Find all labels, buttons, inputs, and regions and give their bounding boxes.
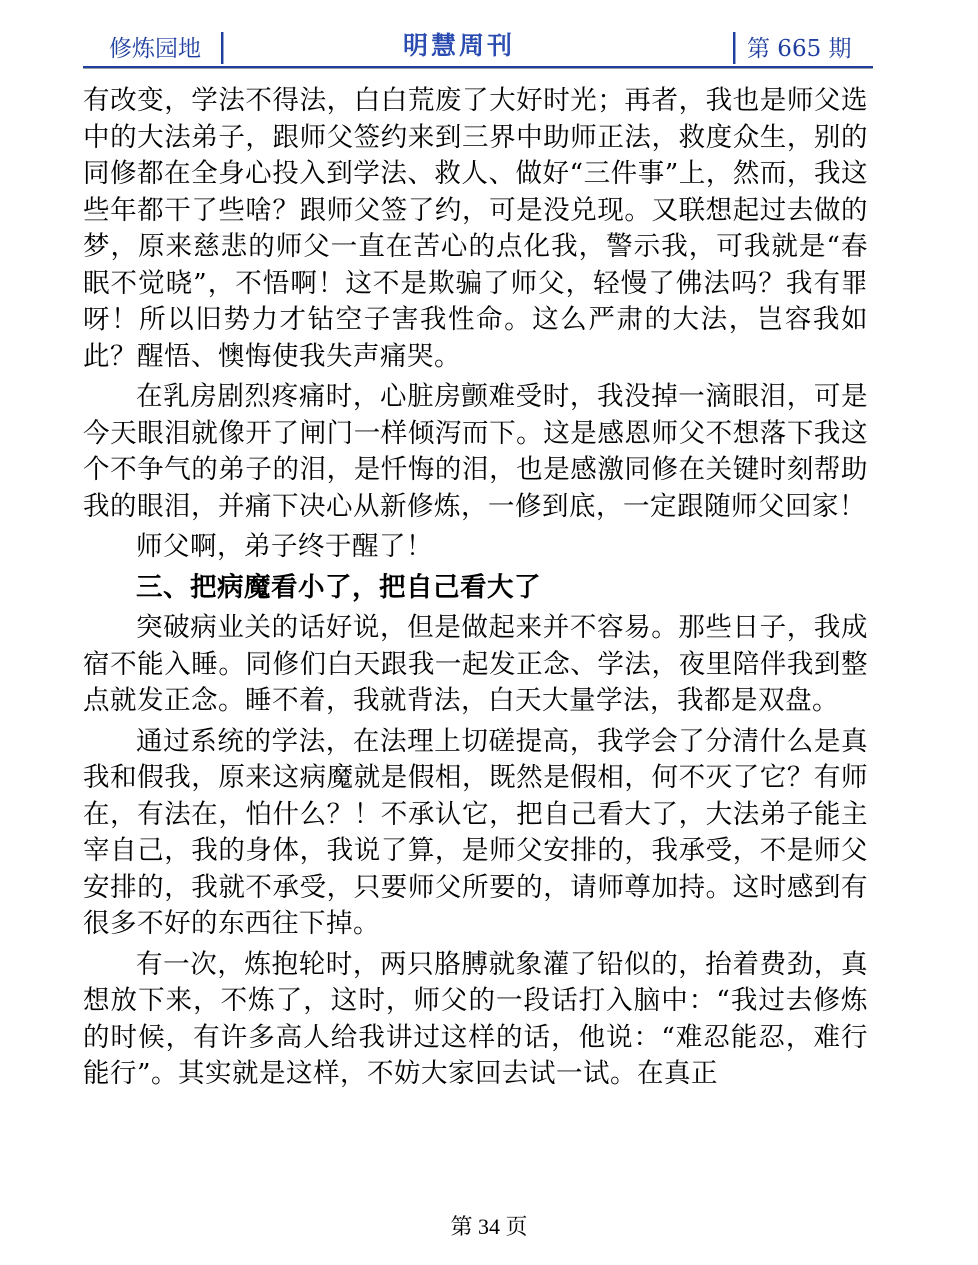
article-body [83,83,868,1097]
issue-number: 第 665 期 [747,36,852,62]
page-number: 第 34 页 [450,1214,528,1239]
paragraph: 通过系统的学法，在法理上切磋提高，我学会了分清什么是真我和假我，原来这病魔就是假相，既然是假相，何不灭了它？有师在，有法在，怕什么？！不承认它，把自己看大了，大法弟子能主宰自己，我的身体，我说了算，是师父安排的，我承受，不是师父安排的，我就不承受，只要师父所要的，请师尊加持。这时感到有很多不好的东西往下掉。 [83,725,868,939]
paragraph: 有一次，炼抱轮时，两只胳膊就象灌了铅似的，抬着费劲，真想放下来，不炼了，这时，师父的一段话打入脑中：“我过去修炼的时候，有许多高人给我讲过这样的话，他说：“难忍能忍，难行能行”。其实就是这样，不妨大家回去试一试。在真正 [83,948,868,1089]
publication-title: 明慧周刊 [403,31,516,60]
paragraph: 有改变，学法不得法，白白荒废了大好时光；再者，我也是师父选中的大法弟子，跟师父签约来到三界中助师正法，救度众生，别的同修都在全身心投入到学法、救人、做好“三件事”上，然而，我这些年都干了些啥？跟师父签了约，可是没兑现。又联想起过去做的梦，原来慈悲的师父一直在苦心的点化我，警示我，可我就是“春眠不觉晓”，不悟啊！这不是欺骗了师父，轻慢了佛法吗？我有罪呀！所以旧势力才钻空子害我性命。这么严肃的大法，岂容我如此？醒悟、懊悔使我失声痛哭。 [83,85,868,372]
page-header [83,24,873,66]
section-heading: 三、把病魔看小了，把自己看大了 [136,571,541,603]
section-name: 修炼园地 [109,36,201,62]
paragraph: 师父啊，弟子终于醒了！ [136,531,433,562]
header-divider [221,32,224,64]
paragraph: 在乳房剧烈疼痛时，心脏房颤难受时，我没掉一滴眼泪，可是今天眼泪就像开了闸门一样倾泻而下。这是感恩师父不想落下我这个不争气的弟子的泪，是忏悔的泪，也是感激同修在关键时刻帮助我的眼泪，并痛下决心从新修炼，一修到底，一定跟随师父回家！ [83,381,868,522]
header-divider [733,32,736,64]
header-rule [83,66,873,69]
paragraph: 突破病业关的话好说，但是做起来并不容易。那些日子，我成宿不能入睡。同修们白天跟我一起发正念、学法，夜里陪伴我到整点就发正念。睡不着，我就背法，白天大量学法，我都是双盘。 [83,612,868,716]
